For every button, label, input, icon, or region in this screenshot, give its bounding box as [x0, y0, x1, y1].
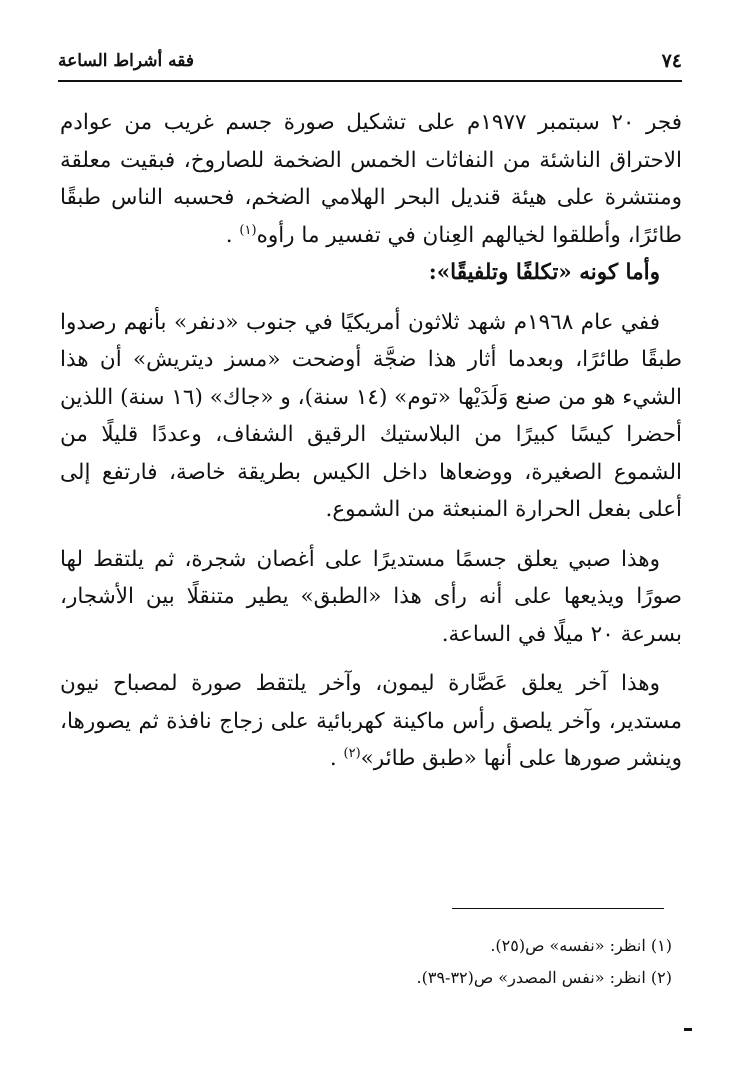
paragraph-1-end: .	[225, 222, 233, 248]
paragraph-4	[60, 665, 682, 778]
footnote-separator	[452, 908, 664, 909]
footnote-1-text: انظر: «نفسه» ص(٢٥).	[490, 936, 646, 955]
body-text	[60, 104, 682, 778]
footnote-ref-1: (١)	[239, 222, 257, 238]
running-title: فقه أشراط الساعة	[58, 51, 194, 71]
footnote-2-number: (٢)	[650, 968, 672, 987]
paragraph-2: ففي عام ١٩٦٨م شهد ثلاثون أمريكيًا في جنوب «دنفر» بأنهم رصدوا طبقًا طائرًا، وبعدما أثار هذا ضجَّة أوضحت «مسز ديتريش» أن هذا الشيء هو من صنع وَلَدَيْها «توم» (١٤ سنة)، و «جاك» (١٦ سنة) اللذين أحضرا كيسًا كبيرًا من البلاستيك الرقيق الشفاف، وعددًا قليلًا من الشموع الصغيرة، ووضعاها داخل الكيس بطريقة خاصة، فارتفع إلى أعلى بفعل الحرارة المنبعثة من الشموع.	[60, 309, 682, 522]
running-header	[58, 44, 682, 78]
footnote-2-text: انظر: «نفس المصدر» ص(٣٢-٣٩).	[416, 968, 646, 987]
footnote-2	[200, 962, 672, 994]
paragraph-4-end: .	[329, 746, 337, 771]
paragraph-1-text: فجر ٢٠ سبتمبر ١٩٧٧م على تشكيل صورة جسم غريب من عوادم الاحتراق الناشئة من النفاثات الخمس الضخمة للصاروخ، فبقيت معلقة ومنتشرة على هيئة قنديل البحر الهلامي الضخم، فحسبه الناس طبقًا طائرًا، وأطلقوا لخيالهم العِنان في تفسير ما رأوه	[60, 110, 682, 248]
print-mark	[684, 1028, 692, 1031]
footnote-1-number: (١)	[650, 936, 672, 955]
page-number: ٧٤	[661, 50, 682, 72]
footnote-ref-2: (٢)	[343, 745, 361, 761]
paragraph-4-text: وهذا آخر يعلق عَصَّارة ليمون، وآخر يلتقط صورة لمصباح نيون مستدير، وآخر يلصق رأس ماكينة كهربائية على زجاج نافذة ثم يصورها، وينشر صورها على أنها «طبق طائر»	[60, 671, 682, 771]
section-heading: وأما كونه «تكلفًا وتلفيقًا»:	[428, 260, 660, 285]
footnotes	[200, 930, 672, 994]
paragraph-3: وهذا صبي يعلق جسمًا مستديرًا على أغصان شجرة، ثم يلتقط لها صورًا ويذيعها على أنه رأى هذا «الطبق» يطير متنقلًا بين الأشجار، بسرعة ٢٠ ميلًا في الساعة.	[60, 546, 682, 647]
header-rule	[58, 80, 682, 82]
paragraph-1	[60, 104, 682, 254]
footnote-1	[200, 930, 672, 962]
